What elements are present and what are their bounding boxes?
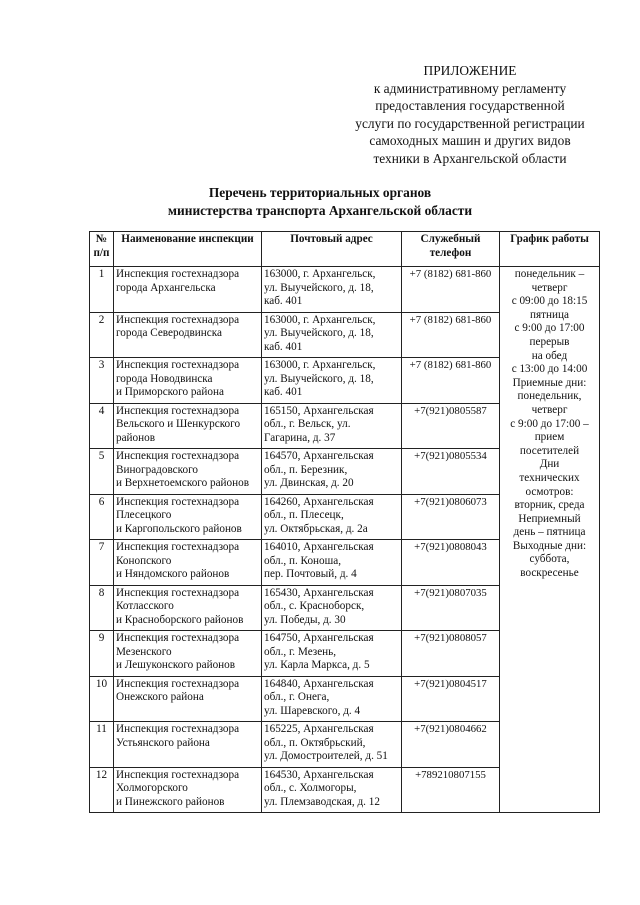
inspection-name-line: Инспекция гостехнадзора: [116, 541, 240, 553]
postal-address-line: ул. Домостроителей, д. 51: [264, 750, 388, 763]
postal-address-line: обл., с. Холмогоры,: [264, 782, 357, 795]
postal-address-cell: [262, 312, 402, 358]
row-number-cell: 2: [90, 312, 114, 358]
schedule-line: прием: [534, 431, 565, 444]
inspection-name-cell: [114, 312, 262, 358]
appendix-line: ПРИЛОЖЕНИЕ: [423, 63, 517, 78]
schedule-line: посетителей: [519, 444, 580, 457]
row-number-cell: 9: [90, 631, 114, 677]
postal-address-line: обл., п. Березник,: [264, 463, 348, 476]
inspection-name-line: районов: [116, 431, 156, 444]
inspection-name-line: Инспекция гостехнадзора: [116, 586, 240, 599]
postal-address-line: ул. Выучейского, д. 18,: [264, 327, 374, 340]
phone-cell: +7 (8182) 681-860: [402, 267, 500, 313]
postal-address-line: ул. Двинская, д. 20: [264, 477, 354, 490]
postal-address-line: 163000, г. Архангельск,: [264, 359, 376, 371]
title-line: министерства транспорта Архангельской области: [167, 202, 473, 218]
inspection-name-line: Инспекция гостехнадзора: [116, 450, 240, 462]
inspection-name-line: Плесецкого: [116, 509, 172, 522]
postal-address-line: обл., п. Плесецк,: [264, 509, 344, 522]
postal-address-line: Гагарина, д. 37: [264, 431, 336, 444]
schedule-line: четверг: [531, 281, 568, 294]
schedule-line: четверг: [531, 403, 568, 416]
schedule-line: с 9:00 до 17:00: [514, 322, 585, 335]
phone-cell: +7 (8182) 681-860: [402, 358, 500, 404]
postal-address-line: 164010, Архангельская: [264, 541, 374, 553]
inspection-name-cell: [114, 267, 262, 313]
inspection-name-line: Инспекция гостехнадзора: [116, 677, 240, 690]
inspection-name-line: Котласского: [116, 600, 174, 613]
inspection-name-line: и Верхнетоемского районов: [116, 477, 249, 490]
postal-address-line: обл., г. Вельск, ул.: [264, 418, 351, 431]
inspection-name-cell: [114, 767, 262, 813]
header-phone-line: Служебный: [420, 233, 481, 245]
inspection-name-line: Холмогорского: [116, 782, 188, 795]
schedule-line: вторник, среда: [514, 499, 585, 512]
appendix-header: [320, 62, 620, 167]
schedule-line: Приемные дни:: [512, 376, 587, 389]
phone-cell: +7(921)0807035: [402, 585, 500, 631]
postal-address-line: обл., п. Октябрьский,: [264, 736, 366, 749]
header-schedule-line: работы: [551, 233, 589, 245]
postal-address-line: ул. Карла Маркса, д. 5: [264, 659, 370, 672]
inspection-name-line: Инспекция гостехнадзора: [116, 495, 240, 508]
postal-address-line: 165225, Архангельская: [264, 723, 374, 735]
inspection-name-line: Вельского и Шенкурского: [116, 418, 241, 431]
inspection-name-cell: [114, 722, 262, 768]
header-phone: [402, 232, 500, 267]
postal-address-line: каб. 401: [264, 340, 303, 353]
inspection-name-line: города Архангельска: [116, 281, 216, 294]
postal-address-cell: [262, 494, 402, 540]
postal-address-cell: [262, 403, 402, 449]
row-number-cell: 1: [90, 267, 114, 313]
header-num-line: №: [95, 233, 108, 245]
schedule-line: день – пятница: [513, 526, 586, 539]
inspection-name-cell: [114, 358, 262, 404]
appendix-line: техники в Архангельской области: [373, 150, 567, 166]
postal-address-line: обл., с. Красноборск,: [264, 600, 365, 613]
header-address-line: Почтовый адрес: [290, 233, 373, 245]
header-num: [90, 232, 114, 267]
inspection-name-line: Устьянского района: [116, 736, 210, 749]
schedule-line: понедельник –: [514, 268, 585, 280]
postal-address-line: 164840, Архангельская: [264, 677, 374, 690]
inspection-name-cell: [114, 676, 262, 722]
inspection-name-line: Онежского района: [116, 691, 204, 704]
postal-address-cell: [262, 722, 402, 768]
row-number-cell: 4: [90, 403, 114, 449]
schedule-line: перерыв: [529, 335, 570, 348]
postal-address-line: ул. Победы, д. 30: [264, 613, 346, 626]
inspections-table: [89, 231, 600, 813]
inspection-name-line: и Каргопольского районов: [116, 522, 242, 535]
header-phone-line: телефон: [429, 246, 472, 259]
inspection-name-cell: [114, 494, 262, 540]
phone-cell: +7(921)0806073: [402, 494, 500, 540]
inspection-name-cell: [114, 449, 262, 495]
postal-address-cell: [262, 540, 402, 586]
schedule-line: с 13:00 до 14:00: [511, 363, 588, 376]
inspection-name-cell: [114, 585, 262, 631]
postal-address-line: 164530, Архангельская: [264, 768, 374, 781]
phone-cell: +7 (8182) 681-860: [402, 312, 500, 358]
row-number-cell: 10: [90, 676, 114, 722]
schedule-line: Дни: [539, 458, 560, 471]
inspection-name-line: города Северодвинска: [116, 327, 222, 340]
postal-address-line: пер. Почтовый, д. 4: [264, 568, 357, 581]
postal-address-line: 164750, Архангельская: [264, 632, 374, 644]
postal-address-cell: [262, 585, 402, 631]
schedule-line: понедельник,: [517, 390, 582, 403]
postal-address-line: ул. Племзаводская, д. 12: [264, 795, 380, 808]
phone-cell: +7(921)0808057: [402, 631, 500, 677]
header-name-line: инспекции: [198, 233, 254, 245]
postal-address-line: ул. Октябрьская, д. 2а: [264, 522, 368, 535]
header-name-line: Наименование: [121, 233, 196, 245]
schedule-line: пятница: [530, 308, 569, 321]
inspection-name-cell: [114, 631, 262, 677]
phone-cell: +7(921)0804517: [402, 676, 500, 722]
schedule-cell: [500, 267, 600, 813]
appendix-line: самоходных машин и других видов: [369, 133, 571, 148]
row-number-cell: 3: [90, 358, 114, 404]
schedule-line: суббота,: [529, 553, 570, 566]
phone-cell: +789210807155: [402, 767, 500, 813]
row-number-cell: 11: [90, 722, 114, 768]
postal-address-line: 165430, Архангельская: [264, 586, 374, 599]
inspection-name-line: Конопского: [116, 554, 172, 567]
inspection-name-line: и Пинежского районов: [116, 795, 225, 808]
header-name: [114, 232, 262, 267]
schedule-line: с 09:00 до 18:15: [511, 295, 588, 308]
phone-cell: +7(921)0804662: [402, 722, 500, 768]
table-row: [90, 267, 600, 313]
postal-address-line: 164570, Архангельская: [264, 450, 374, 462]
header-address: [262, 232, 402, 267]
row-number-cell: 8: [90, 585, 114, 631]
phone-cell: +7(921)0805587: [402, 403, 500, 449]
postal-address-line: обл., г. Мезень,: [264, 645, 337, 658]
postal-address-line: ул. Шаревского, д. 4: [264, 704, 361, 717]
inspection-name-line: Инспекция гостехнадзора: [116, 768, 240, 781]
document-title: [0, 184, 640, 219]
row-number-cell: 5: [90, 449, 114, 495]
schedule-line: с 9:00 до 17:00 –: [510, 417, 589, 430]
postal-address-line: 165150, Архангельская: [264, 404, 374, 417]
postal-address-line: каб. 401: [264, 386, 303, 399]
row-number-cell: 7: [90, 540, 114, 586]
inspection-name-line: Мезенского: [116, 645, 172, 658]
postal-address-line: 163000, г. Архангельск,: [264, 268, 376, 280]
postal-address-line: обл., п. Коноша,: [264, 554, 342, 567]
postal-address-line: каб. 401: [264, 295, 303, 308]
postal-address-cell: [262, 449, 402, 495]
inspection-name-line: и Няндомского районов: [116, 568, 230, 581]
postal-address-line: 163000, г. Архангельск,: [264, 313, 376, 326]
table-body: [90, 267, 600, 813]
inspection-name-line: Инспекция гостехнадзора: [116, 268, 240, 280]
postal-address-cell: [262, 631, 402, 677]
table-header-row: [90, 232, 600, 267]
postal-address-cell: [262, 767, 402, 813]
postal-address-line: ул. Выучейского, д. 18,: [264, 281, 374, 294]
schedule-line: осмотров:: [525, 485, 574, 498]
postal-address-line: ул. Выучейского, д. 18,: [264, 372, 374, 385]
phone-cell: +7(921)0808043: [402, 540, 500, 586]
appendix-line: услуги по государственной регистрации: [355, 115, 585, 131]
appendix-line: предоставления государственной: [375, 98, 565, 113]
row-number-cell: 6: [90, 494, 114, 540]
inspection-name-line: и Приморского района: [116, 386, 224, 399]
postal-address-cell: [262, 676, 402, 722]
inspection-name-cell: [114, 403, 262, 449]
postal-address-cell: [262, 358, 402, 404]
appendix-line: к административному регламенту: [373, 80, 567, 96]
header-schedule-line: График: [510, 233, 550, 245]
schedule-line: воскресенье: [520, 567, 579, 580]
inspection-name-line: Инспекция гостехнадзора: [116, 404, 240, 417]
row-number-cell: 12: [90, 767, 114, 813]
postal-address-line: обл., г. Онега,: [264, 691, 330, 704]
schedule-line: Выходные дни:: [512, 539, 587, 552]
inspection-name-line: Инспекция гостехнадзора: [116, 359, 240, 371]
title-line: Перечень территориальных органов: [208, 185, 432, 200]
schedule-line: на обед: [531, 349, 568, 362]
inspection-name-line: и Красноборского районов: [116, 613, 244, 626]
header-schedule: [500, 232, 600, 267]
inspection-name-line: Инспекция гостехнадзора: [116, 632, 240, 644]
header-num-line: п/п: [93, 246, 110, 259]
postal-address-cell: [262, 267, 402, 313]
schedule-line: Неприемный: [518, 512, 581, 525]
inspection-name-line: города Новодвинска: [116, 372, 213, 385]
postal-address-line: 164260, Архангельская: [264, 495, 374, 508]
inspection-name-cell: [114, 540, 262, 586]
phone-cell: +7(921)0805534: [402, 449, 500, 495]
schedule-line: технических: [519, 471, 580, 484]
inspection-name-line: Инспекция гостехнадзора: [116, 313, 240, 326]
inspection-name-line: Инспекция гостехнадзора: [116, 723, 240, 735]
inspection-name-line: Виноградовского: [116, 463, 199, 476]
inspection-name-line: и Лешуконского районов: [116, 659, 236, 672]
